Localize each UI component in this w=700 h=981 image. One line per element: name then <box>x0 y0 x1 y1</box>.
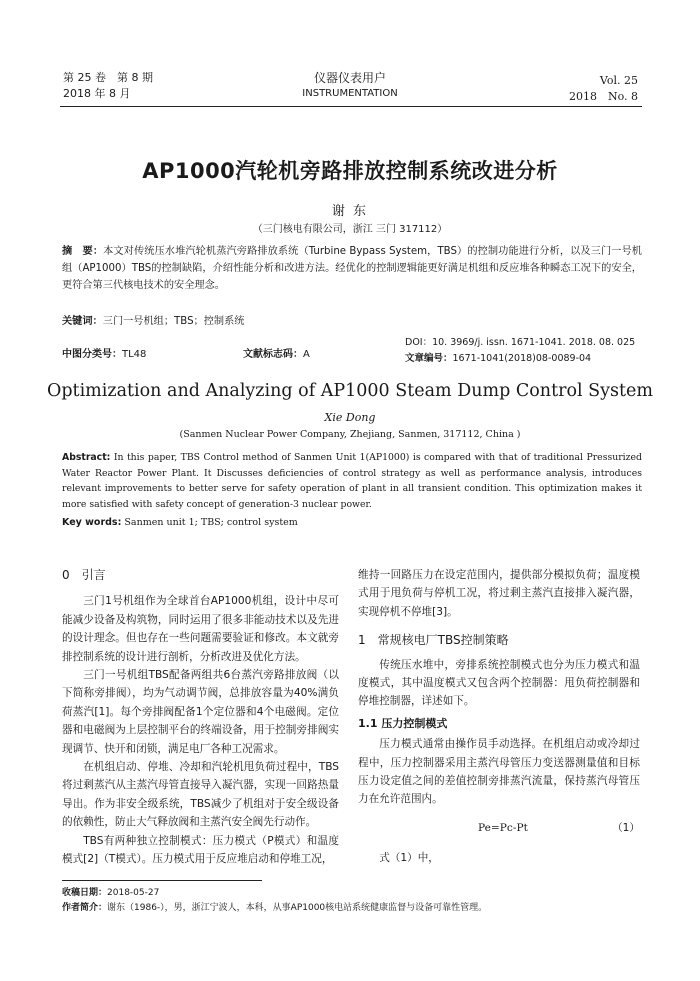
abstract-en-text: In this paper, TBS Control method of Sanmen Unit 1(AP1000) is compared with that of traditional Pressurized Water Reactor Power Plant. It Discusses deficiencies of control strategy as well as performance analysis, introduces relevant improvements to better serve for safety operation of plant in all transient condition. This optimization makes it more satisfied with safety concept of generation-3 nuclear power. <box>62 452 642 510</box>
right-paragraph-0: 维持一回路压力在设定范围内，提供部分模拟负荷；温度模式用于甩负荷与停机工况，将过剩主蒸汽直接排入凝汽器，实现停机不停堆[3]。 <box>358 569 640 618</box>
right-paragraph-1: 传统压水堆中，旁排系统控制模式也分为压力模式和温度模式，其中温度模式又包含两个控制器：甩负荷控制器和停堆控制器，详述如下。 <box>358 658 640 708</box>
header-center-line1: 仪器仪表用户 <box>313 71 386 85</box>
paper-title-cn: AP1000汽轮机旁路排放控制系统改进分析 <box>142 159 558 183</box>
right-paragraph-3: 式（1）中， <box>379 851 439 864</box>
footnote-rule <box>62 880 262 881</box>
journal-vol-no-en <box>569 73 638 105</box>
article-no-label: 文章编号： <box>405 353 453 364</box>
header-left-line2: 2018 年 8 月 <box>63 87 131 100</box>
author-bio-text: 谢东（1986-），男，浙江宁波人，本科，从事AP1000核电站系统健康监督与设备可靠性管理。 <box>107 903 488 913</box>
article-number <box>405 351 635 367</box>
clc-value: TL48 <box>122 349 147 360</box>
author-cn: 谢 东 <box>331 204 369 219</box>
keywords-en <box>62 517 298 528</box>
equation-1 <box>358 819 640 843</box>
doi-block <box>405 335 635 367</box>
keywords-cn-text: 三门一号机组；TBS；控制系统 <box>102 316 245 327</box>
intro-paragraph-4: TBS有两种独立控制模式：压力模式（P模式）和温度模式[2]（T模式）。压力模式用于反应堆启动和停堆工况， <box>62 834 339 866</box>
received-label: 收稿日期： <box>62 888 108 898</box>
affiliation-en: (Sanmen Nuclear Power Company, Zhejiang, Sanmen, 317112, China ) <box>179 429 521 440</box>
header-right-line2: 2018 No. 8 <box>568 90 638 103</box>
received-value: 2018-05-27 <box>107 888 160 898</box>
header-center-line2: INSTRUMENTATION <box>302 88 398 99</box>
doccode-value: A <box>303 349 310 360</box>
section-0-heading: 0 引言 <box>62 568 106 582</box>
received-date <box>62 886 642 901</box>
abstract-cn-label: 摘 要： <box>62 246 104 257</box>
abstract-en-label: Abstract: <box>62 452 111 463</box>
article-no-value: 1671-1041(2018)08-0089-04 <box>452 353 592 364</box>
footnote <box>62 886 642 916</box>
author-en: Xie Dong <box>324 411 376 424</box>
right-paragraph-2: 压力模式通常由操作员手动选择。在机组启动或冷却过程中，压力控制器采用主蒸汽母管压力变送器测量值和目标压力设定值之间的差值控制旁排蒸汽流量，保持蒸汽母管压力在允许范围内。 <box>358 738 640 806</box>
equation-number: （1） <box>612 821 640 834</box>
doi: DOI：10. 3969/j. issn. 1671-1041. 2018. 08. 025 <box>405 337 636 348</box>
section-1-heading: 1 常规核电厂TBS控制策略 <box>358 633 509 648</box>
keywords-cn-label: 关键词： <box>62 316 103 327</box>
document-code <box>243 345 310 360</box>
clc-label: 中图分类号： <box>62 349 122 360</box>
clc-number <box>62 345 146 360</box>
doccode-label: 文献标志码： <box>243 349 303 360</box>
intro-paragraph-1: 三门1号机组作为全球首台AP1000机组，设计中尽可能减少设备及构筑物，同时运用了很多非能动技术以及先进的设计理念。但也存在一些问题需要验证和修改。本文就旁排控制系统的设计进行剖析，分析改进及优化方法。 <box>62 595 339 663</box>
left-column <box>62 566 339 869</box>
intro-paragraph-3: 在机组启动、停堆、冷却和汽轮机甩负荷过程中，TBS将过剩蒸汽从主蒸汽母管直接导入凝汽器，实现一回路热量导出。作为非安全级系统，TBS减少了机组对于安全级设备的依赖性，防止大气释放阀和主蒸汽安全阀先行动作。 <box>62 761 339 829</box>
author-bio <box>62 901 642 916</box>
header-left-line1: 第 25 卷 第 8 期 <box>63 71 153 84</box>
keywords-en-text: Sanmen unit 1; TBS; control system <box>124 517 298 528</box>
keywords-cn <box>62 313 642 330</box>
equation-text: Pe=Pc-Pt <box>478 821 528 834</box>
abstract-cn <box>62 243 642 294</box>
paper-title-en: Optimization and Analyzing of AP1000 Steam Dump Control System <box>46 381 653 401</box>
right-column <box>358 566 640 867</box>
intro-paragraph-2: 三门一号机组TBS配备两组共6台蒸汽旁路排放阀（以下简称旁排阀），均为气动调节阀，总排放容量为40%满负荷蒸汽[1]。每个旁排阀配备1个定位器和4个电磁阀。定位器和电磁阀为上层控制平台的终端设备，用于控制旁排阀实现调节、快开和闭锁，满足电厂各种工况需求。 <box>62 669 339 755</box>
affiliation-cn: （三门核电有限公司，浙江 三门 317112） <box>252 224 448 235</box>
abstract-en <box>62 450 642 512</box>
author-bio-label: 作者简介： <box>62 903 108 913</box>
header-right-line1: Vol. 25 <box>599 74 638 87</box>
keywords-en-label: Key words: <box>62 517 122 528</box>
section-1-1-heading: 1.1 压力控制模式 <box>358 716 448 730</box>
abstract-cn-text: 本文对传统压水堆汽轮机蒸汽旁路排放系统（Turbine Bypass System，TBS）的控制功能进行分析，以及三门一号机组（AP1000）TBS的控制缺陷，介绍性能分析和改进方法。经优化的控制逻辑能更好满足机组和反应堆各种瞬态工况下的安全，更符合第三代核电技术的安全理念。 <box>62 246 642 291</box>
header-rule <box>60 106 642 107</box>
